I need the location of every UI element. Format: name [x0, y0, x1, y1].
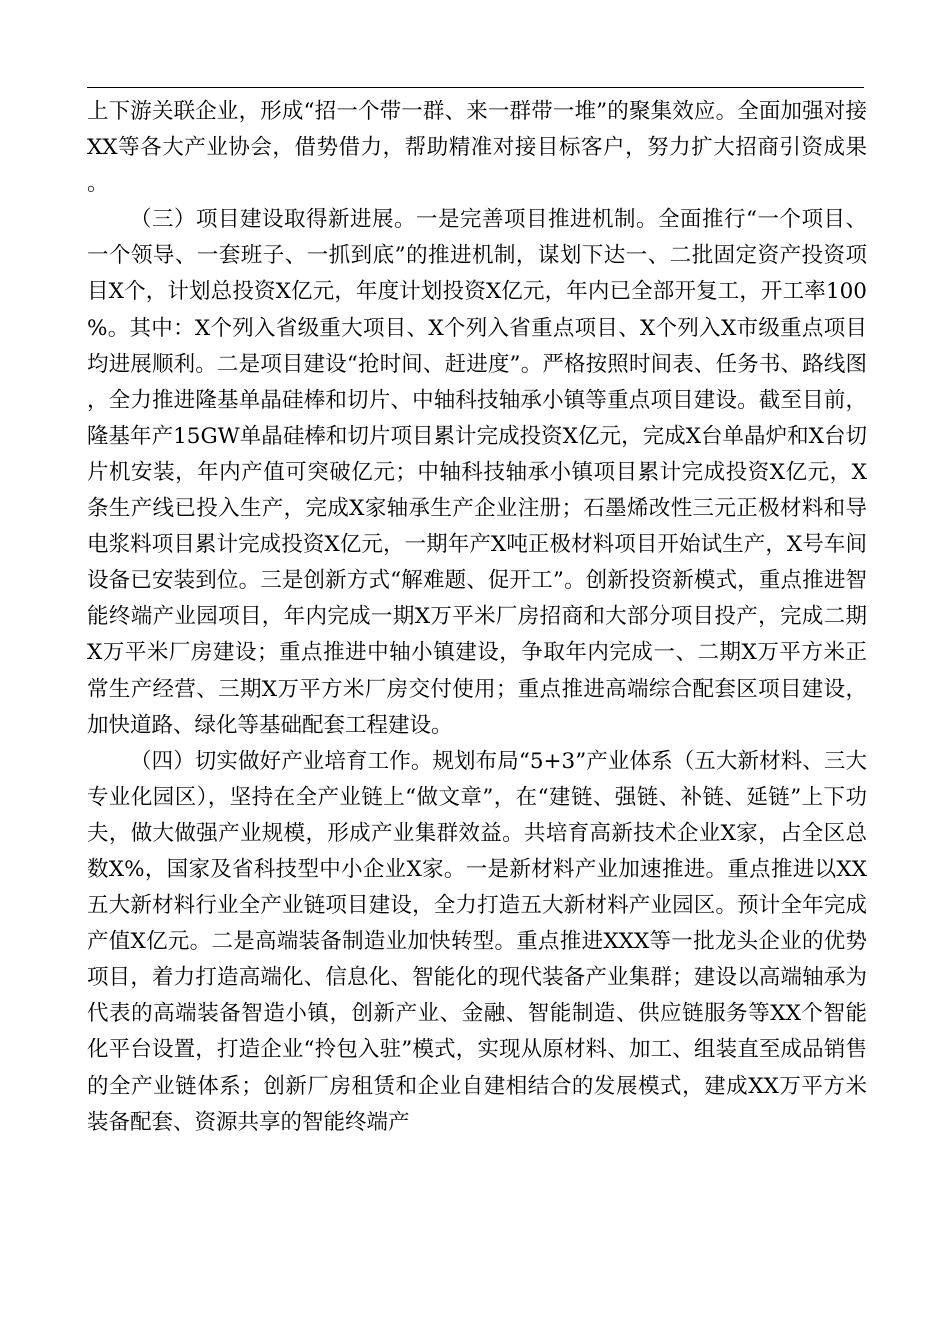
header-rule — [87, 87, 864, 88]
paragraph-industry-cultivation: （四）切实做好产业培育工作。规划布局“5+3”产业体系（五大新材料、三大专业化园区），坚持在全产业链上“做文章”，在“建链、强链、补链、延链”上下功夫，做大做强产业规模，形成产业集群效益。共培育高新技术企业X家，占全区总数X%，国家及省科技型中小企业X家。一是新材料产业加速推进。重点推进以XX五大新材料行业全产业链项目建设，全力打造五大新材料产业园区。预计全年完成产值X亿元。二是高端装备制造业加快转型。重点推进XXX等一批龙头企业的优势项目，着力打造高端化、信息化、智能化的现代装备产业集群；建设以高端轴承为代表的高端装备智造小镇，创新产业、金融、智能制造、供应链服务等XX个智能化平台设置，打造企业“拎包入驻”模式，实现从原材料、加工、组装直至成品销售的全产业链体系；创新厂房租赁和企业自建相结合的发展模式，建成XX万平方米装备配套、资源共享的智能终端产 — [87, 748, 867, 1135]
paragraph-continuation: 上下游关联企业，形成“招一个带一群、来一群带一堆”的聚集效应。全面加强对接XX等各大产业协会，借势借力，帮助精准对接目标客户，努力扩大招商引资成果。 — [87, 99, 867, 197]
paragraph-project-construction: （三）项目建设取得新进展。一是完善项目推进机制。全面推行“一个项目、一个领导、一套班子、一抓到底”的推进机制，谋划下达一、二批固定资产投资项目X个，计划总投资X亿元，年度计划投资X亿元，年内已全部开复工，开工率100%。其中：X个列入省级重大项目、X个列入省重点项目、X个列入X市级重点项目均进展顺利。二是项目建设“抢时间、赶进度”。严格按照时间表、任务书、路线图，全力推进隆基单晶硅棒和切片、中轴科技轴承小镇等重点项目建设。截至目前，隆基年产15GW单晶硅棒和切片项目累计完成投资X亿元，完成X台单晶炉和X台切片机安装，年内产值可突破亿元；中轴科技轴承小镇项目累计完成投资X亿元，X条生产线已投入生产，完成X家轴承生产企业注册；石墨烯改性三元正极材料和导电浆料项目累计完成投资X亿元，一期年产X吨正极材料项目开始试生产，X号车间设备已安装到位。三是创新方式“解难题、促开工”。创新投资新模式，重点推进智能终端产业园项目，年内完成一期X万平米厂房招商和大部分项目投产，完成二期X万平米厂房建设；重点推进中轴小镇建设，争取年内完成一、二期X万平方米正常生产经营、三期X万平方米厂房交付使用；重点推进高端综合配套区项目建设，加快道路、绿化等基础配套工程建设。 — [87, 207, 867, 738]
document-body — [87, 94, 867, 1141]
